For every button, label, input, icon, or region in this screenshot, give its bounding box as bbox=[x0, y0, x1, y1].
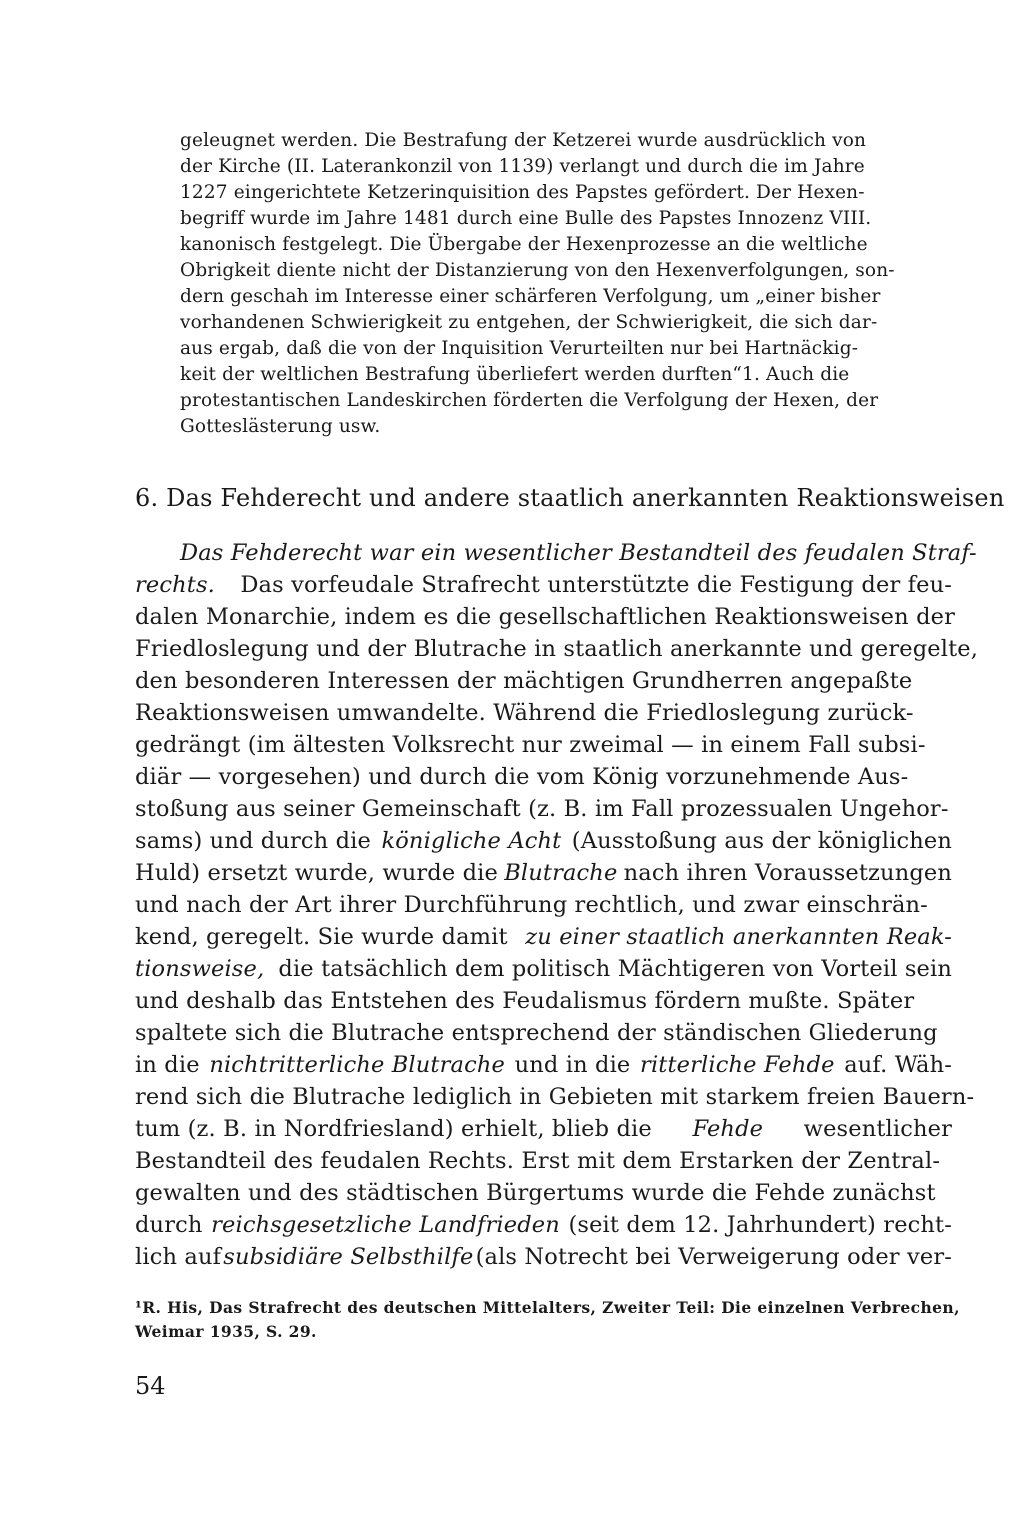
line-text: lich auf bbox=[135, 1244, 222, 1270]
line-text: Huld) ersetzt wurde, wurde die bbox=[135, 860, 498, 886]
line-text: 1227 eingerichtete Ketzerinquisition des Papstes gefördert. Der Hexen- bbox=[180, 182, 865, 203]
text-line bbox=[135, 860, 952, 886]
line-text: begriff wurde im Jahre 1481 durch eine Bulle des Papstes Innozenz VIII. bbox=[180, 208, 872, 229]
text-line bbox=[180, 182, 955, 203]
text-line bbox=[135, 796, 952, 822]
text-line bbox=[135, 1084, 975, 1110]
text-line bbox=[135, 572, 952, 598]
text-line bbox=[135, 1020, 952, 1046]
line-text: Gotteslästerung usw. bbox=[180, 416, 381, 437]
emphasis-text: ritterliche Fehde bbox=[640, 1052, 835, 1078]
emphasis-text: Blutrache bbox=[504, 860, 618, 886]
line-text: keit der weltlichen Bestrafung überliefert werden durften“1. Auch die bbox=[180, 364, 850, 385]
line-text: Reaktionsweisen umwandelte. Während die Friedloslegung zurück- bbox=[135, 700, 914, 726]
line-text: kend, geregelt. Sie wurde damit bbox=[135, 924, 508, 950]
text-line bbox=[135, 956, 952, 982]
line-text: vorhandenen Schwierigkeit zu entgehen, der Schwierigkeit, die sich dar- bbox=[180, 312, 878, 333]
line-text: Bestandteil des feudalen Rechts. Erst mit dem Erstarken der Zentral- bbox=[135, 1148, 941, 1174]
line-text: auf. Wäh- bbox=[844, 1052, 952, 1078]
line-text: tum (z. B. in Nordfriesland) erhielt, blieb die bbox=[135, 1116, 652, 1142]
text-line bbox=[135, 1052, 952, 1078]
text-line bbox=[135, 1180, 952, 1206]
line-text: und deshalb das Entstehen des Feudalismus fördern mußte. Später bbox=[135, 988, 915, 1014]
text-line bbox=[135, 636, 979, 662]
line-text: diär — vorgesehen) und durch die vom König vorzunehmende Aus- bbox=[135, 764, 909, 790]
line-text: (seit dem 12. Jahrhundert) recht- bbox=[568, 1212, 952, 1238]
line-text: geleugnet werden. Die Bestrafung der Ketzerei wurde ausdrücklich von bbox=[180, 130, 867, 151]
line-text: Das vorfeudale Strafrecht unterstützte die Festigung der feu- bbox=[240, 572, 952, 598]
text-line bbox=[135, 828, 952, 854]
text-line bbox=[180, 390, 955, 411]
line-text: (Ausstoßung aus der königlichen bbox=[571, 828, 952, 854]
text-line bbox=[135, 988, 952, 1014]
text-line bbox=[135, 1244, 952, 1270]
text-line bbox=[180, 312, 955, 333]
line-text: der Kirche (II. Laterankonzil von 1139) verlangt und durch die im Jahre bbox=[180, 156, 865, 177]
text-line bbox=[135, 668, 952, 694]
text-line bbox=[180, 130, 955, 151]
line-text: wesentlicher bbox=[803, 1116, 952, 1142]
emphasis-text: zu einer staatlich anerkannten Reak- bbox=[525, 924, 952, 950]
line-text: spaltete sich die Blutrache entsprechend der ständischen Gliederung bbox=[135, 1020, 938, 1046]
line-text: den besonderen Interessen der mächtigen Grundherren angepaßte bbox=[135, 668, 913, 694]
line-text: dern geschah im Interesse einer schärferen Verfolgung, um „einer bisher bbox=[180, 286, 881, 307]
emphasis-text: subsidiäre Selbsthilfe bbox=[223, 1244, 474, 1270]
emphasis-text: reichsgesetzliche Landfrieden bbox=[211, 1212, 560, 1238]
emphasis-text: rechts. bbox=[135, 572, 215, 598]
emphasis-text: königliche Acht bbox=[381, 828, 562, 854]
line-text: kanonisch festgelegt. Die Übergabe der Hexenprozesse an die weltliche bbox=[180, 234, 868, 255]
line-text: Obrigkeit diente nicht der Distanzierung von den Hexenverfolgungen, son- bbox=[180, 260, 895, 281]
line-text: dalen Monarchie, indem es die gesellschaftlichen Reaktionsweisen der bbox=[135, 604, 956, 630]
text-line bbox=[135, 924, 952, 950]
emphasis-text: nichtritterliche Blutrache bbox=[209, 1052, 505, 1078]
text-line bbox=[180, 416, 955, 437]
line-text: gewalten und des städtischen Bürgertums wurde die Fehde zunächst bbox=[135, 1180, 936, 1206]
text-line bbox=[135, 892, 952, 918]
line-text: aus ergab, daß die von der Inquisition Verurteilten nur bei Hartnäckig- bbox=[180, 338, 859, 359]
footnote-line: Weimar 1935, S. 29. bbox=[135, 1322, 317, 1341]
text-line bbox=[135, 700, 952, 726]
line-text: in die bbox=[135, 1052, 200, 1078]
text-line bbox=[180, 338, 955, 359]
text-line bbox=[180, 208, 955, 229]
footnote-line: ¹R. His, Das Strafrecht des deutschen Mittelalters, Zweiter Teil: Die einzelnen Verbrechen, bbox=[135, 1298, 960, 1317]
text-line bbox=[135, 764, 952, 790]
text-line bbox=[180, 234, 955, 255]
line-text: (als Notrecht bei Verweigerung oder ver- bbox=[475, 1244, 952, 1270]
text-line bbox=[135, 732, 952, 758]
text-line bbox=[180, 364, 955, 385]
line-text: sams) und durch die bbox=[135, 828, 371, 854]
line-text: durch bbox=[135, 1212, 203, 1238]
section-heading: 6. Das Fehderecht und andere staatlich anerkannten Reaktionsweisen bbox=[135, 484, 1005, 512]
line-text: rend sich die Blutrache lediglich in Gebieten mit starkem freien Bauern- bbox=[135, 1084, 975, 1110]
line-text: stoßung aus seiner Gemeinschaft (z. B. im Fall prozessualen Ungehor- bbox=[135, 796, 949, 822]
page-number: 54 bbox=[135, 1372, 166, 1400]
text-line bbox=[135, 1116, 952, 1142]
line-text: protestantischen Landeskirchen förderten die Verfolgung der Hexen, der bbox=[180, 390, 879, 411]
line-text: die tatsächlich dem politisch Mächtigeren von Vorteil sein bbox=[278, 956, 952, 982]
line-text: und in die bbox=[514, 1052, 631, 1078]
text-line bbox=[180, 156, 955, 177]
line-text: Friedloslegung und der Blutrache in staatlich anerkannte und geregelte, bbox=[135, 636, 979, 662]
emphasis-text: tionsweise, bbox=[135, 956, 265, 982]
text-line bbox=[135, 604, 956, 630]
text-line bbox=[135, 1212, 952, 1238]
text-line bbox=[180, 260, 955, 281]
emphasis-text: Fehde bbox=[692, 1116, 764, 1142]
line-text: gedrängt (im ältesten Volksrecht nur zweimal — in einem Fall subsi- bbox=[135, 732, 926, 758]
line-text: nach ihren Voraussetzungen bbox=[623, 860, 952, 886]
line-text: und nach der Art ihrer Durchführung rechtlich, und zwar einschrän- bbox=[135, 892, 928, 918]
text-line bbox=[180, 286, 955, 307]
text-line bbox=[135, 1148, 952, 1174]
emphasis-text: Das Fehderecht war ein wesentlicher Bestandteil des feudalen Straf- bbox=[180, 540, 977, 566]
text-line bbox=[180, 540, 977, 566]
